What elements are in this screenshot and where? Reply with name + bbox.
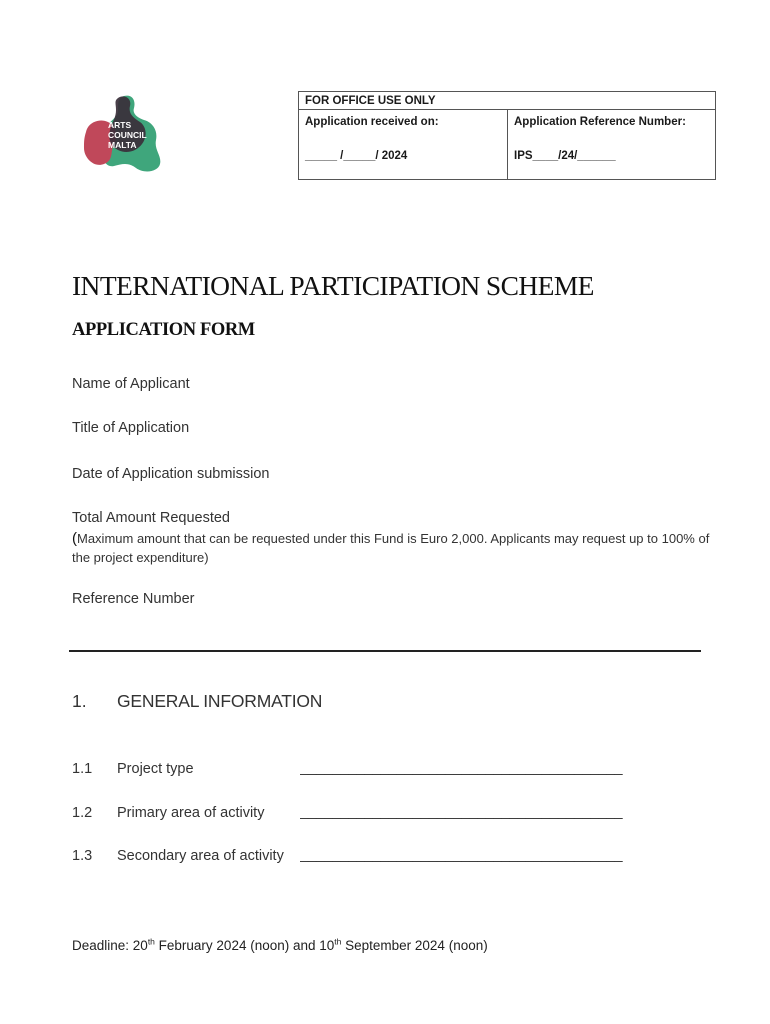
arts-council-malta-logo (78, 92, 170, 176)
reference-label: Application Reference Number: (514, 116, 686, 128)
office-use-header: FOR OFFICE USE ONLY (299, 92, 715, 110)
deadline-prefix: Deadline: 20 (72, 938, 148, 953)
row-number: 1.3 (72, 848, 93, 864)
received-label: Application received on: (305, 116, 439, 128)
row-number: 1.1 (72, 761, 93, 777)
received-cell (299, 110, 508, 179)
received-value: _____ /_____/ 2024 (305, 150, 408, 162)
section-title: GENERAL INFORMATION (117, 691, 323, 711)
svg-text:MALTA: MALTA (108, 140, 137, 150)
svg-text:COUNCIL: COUNCIL (108, 130, 147, 140)
reference-number-label: Reference Number (72, 591, 195, 607)
logo-graphic (78, 92, 170, 176)
office-use-box (298, 91, 716, 180)
title-of-application-label: Title of Application (72, 420, 190, 436)
reference-cell (508, 110, 715, 179)
submission-date-label: Date of Application submission (72, 466, 270, 482)
reference-value: IPS____/24/______ (514, 150, 616, 162)
project-type-field[interactable]: ________________________________________ (300, 760, 623, 776)
amount-note-text: Maximum amount that can be requested under this Fund is Euro 2,000. Applicants may request up to 100% of the project expenditure) (72, 531, 710, 565)
total-amount-label: Total Amount Requested (72, 510, 230, 526)
deadline-text (72, 938, 488, 953)
amount-note (72, 529, 712, 567)
primary-area-label: Primary area of activity (117, 805, 265, 821)
deadline-suffix: September 2024 (noon) (341, 938, 488, 953)
form-subtitle: APPLICATION FORM (72, 320, 255, 340)
deadline-mid: February 2024 (noon) and 10 (154, 938, 335, 953)
amount-note-paren: ( (72, 530, 77, 547)
svg-text:ARTS: ARTS (108, 120, 132, 130)
row-number: 1.2 (72, 805, 93, 821)
page-title: INTERNATIONAL PARTICIPATION SCHEME (72, 270, 594, 301)
secondary-area-field[interactable]: ________________________________________ (300, 847, 623, 863)
section-divider (69, 650, 701, 652)
deadline-sup-1: th (147, 936, 155, 947)
secondary-area-label: Secondary area of activity (117, 848, 284, 864)
section-number: 1. (72, 691, 87, 711)
primary-area-field[interactable]: ________________________________________ (300, 804, 623, 820)
deadline-sup-2: th (334, 936, 342, 947)
name-of-applicant-label: Name of Applicant (72, 376, 190, 392)
project-type-label: Project type (117, 761, 194, 777)
